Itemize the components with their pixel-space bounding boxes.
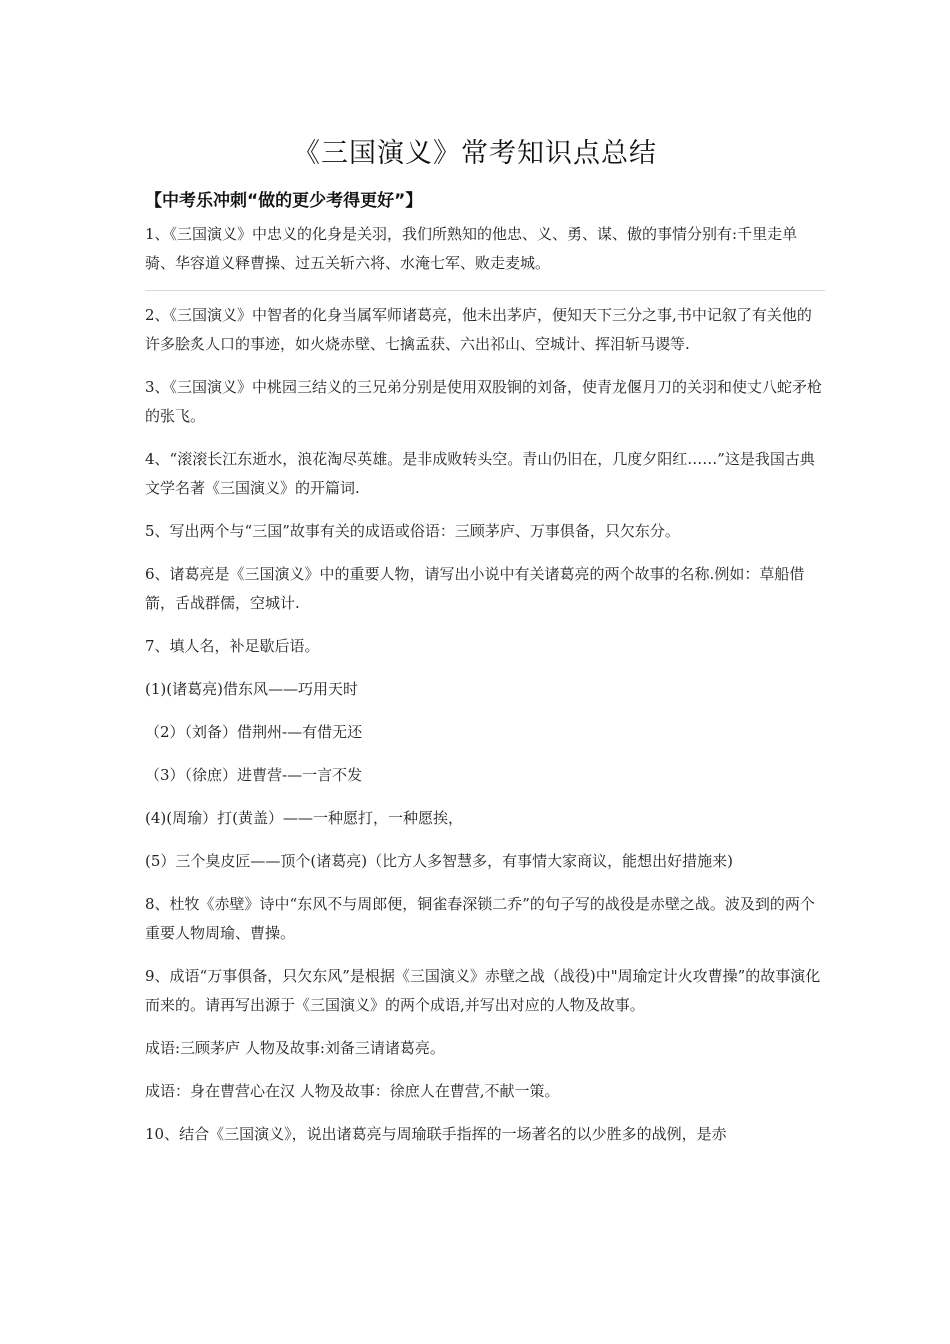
paragraph-7-5: (5）三个臭皮匠——顶个(诸葛亮)（比方人多智慧多，有事情大家商议，能想出好措施来)	[145, 852, 733, 870]
paragraph-2: 2、《三国演义》中智者的化身当属军师诸葛亮，他未出茅庐，便知天下三分之事,书中记叙了有关他的许多脍炙人口的事迹，如火烧赤壁、七擒孟获、六出祁山、空城计、挥泪斩马谡等.	[145, 306, 812, 353]
paragraph-7-3: （3）（徐庶）进曹营-—一言不发	[145, 766, 363, 784]
paragraph-9-b: 成语：身在曹营心在汉 人物及故事：徐庶人在曹营,不献一策。	[145, 1082, 560, 1100]
paragraph-7-2: （2）（刘备）借荆州-—有借无还	[145, 723, 363, 741]
paragraph-6: 6、诸葛亮是《三国演义》中的重要人物，请写出小说中有关诸葛亮的两个故事的名称.例如：草船借箭，舌战群儒，空城计.	[145, 565, 805, 612]
paragraph-9: 9、成语“万事俱备，只欠东风”是根据《三国演义》赤壁之战（战役)中"周瑜定计火攻曹操”的故事演化而来的。请再写出源于《三国演义》的两个成语,并写出对应的人物及故事。	[145, 967, 821, 1014]
page-title: 《三国演义》常考知识点总结	[293, 138, 657, 169]
paragraph-7-4: (4)(周瑜）打(黄盖）——一种愿打，一种愿挨，	[145, 809, 463, 827]
paragraph-10: 10、结合《三国演义》，说出诸葛亮与周瑜联手指挥的一场著名的以少胜多的战例，是赤	[145, 1125, 727, 1143]
paragraph-7: 7、填人名，补足歇后语。	[145, 637, 320, 655]
divider	[145, 290, 825, 291]
paragraph-8: 8、杜牧《赤壁》诗中“东风不与周郎便，铜雀春深锁二乔”的句子写的战役是赤壁之战。波及到的两个重要人物周瑜、曹操。	[145, 895, 815, 942]
paragraph-4: 4、“滚滚长江东逝水，浪花淘尽英雄。是非成败转头空。青山仍旧在，几度夕阳红……”这是我国古典文学名著《三国演义》的开篇词.	[145, 450, 815, 497]
document-body	[145, 220, 825, 1163]
page-subtitle: 【中考乐冲刺“做的更少考得更好”】	[145, 191, 423, 211]
paragraph-5: 5、写出两个与“三国”故事有关的成语或俗语：三顾茅庐、万事俱备，只欠东分。	[145, 522, 680, 540]
paragraph-7-1: (1)(诸葛亮)借东风——巧用天时	[145, 680, 358, 698]
paragraph-3: 3、《三国演义》中桃园三结义的三兄弟分别是使用双股锏的刘备，使青龙偃月刀的关羽和使丈八蛇矛枪的张飞。	[145, 378, 823, 425]
paragraph-1: 1、《三国演义》中忠义的化身是关羽，我们所熟知的他忠、义、勇、谋、傲的事情分别有:千里走单骑、华容道义释曹操、过五关斩六将、水淹七军、败走麦城。	[145, 225, 798, 272]
paragraph-9-a: 成语:三顾茅庐 人物及故事:刘备三请诸葛亮。	[145, 1039, 445, 1057]
